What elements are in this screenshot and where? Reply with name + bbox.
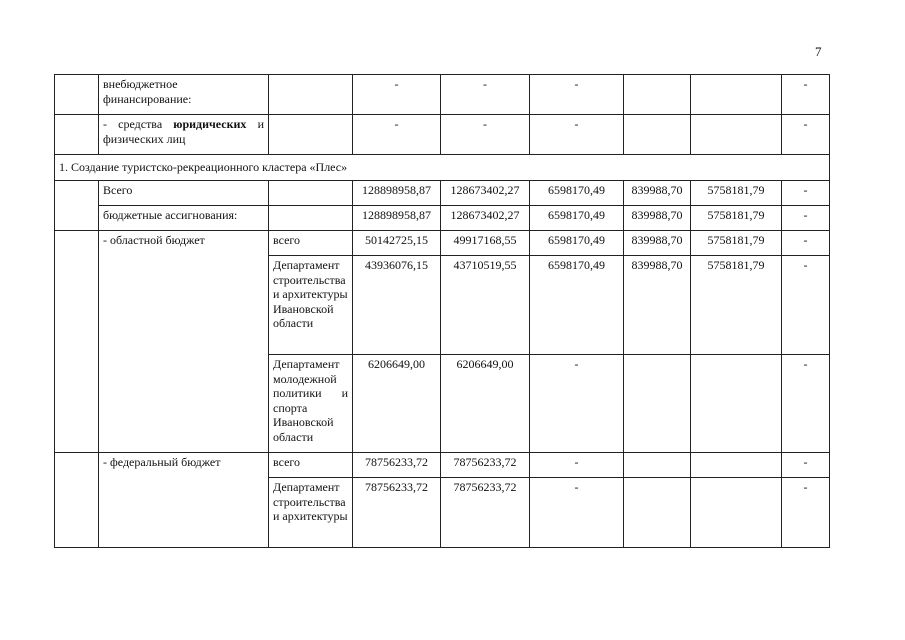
value-cell: 5758181,79 <box>691 256 782 355</box>
value-cell: 839988,70 <box>624 256 691 355</box>
value-cell: 128898958,87 <box>353 206 441 231</box>
value-cell <box>691 355 782 453</box>
value-cell: - <box>782 181 830 206</box>
row-label: - областной бюджет <box>99 231 269 453</box>
table-cell <box>269 75 353 115</box>
value-cell: - <box>530 355 624 453</box>
row-label: Всего <box>99 181 269 206</box>
value-cell: 6598170,49 <box>530 181 624 206</box>
value-cell <box>691 115 782 155</box>
value-cell <box>624 75 691 115</box>
value-cell: - <box>782 115 830 155</box>
value-cell <box>624 478 691 548</box>
value-cell: 43936076,15 <box>353 256 441 355</box>
value-cell: 6206649,00 <box>353 355 441 453</box>
value-cell: - <box>441 115 530 155</box>
value-cell: 6206649,00 <box>441 355 530 453</box>
table-row <box>55 231 830 256</box>
value-cell: 43710519,55 <box>441 256 530 355</box>
value-cell: - <box>782 231 830 256</box>
row-label: - средства юридических и физических лиц <box>99 115 269 155</box>
table-cell <box>269 181 353 206</box>
value-cell: - <box>441 75 530 115</box>
page-number: 7 <box>815 44 822 59</box>
value-cell <box>624 115 691 155</box>
section-title: 1. Создание туристско-рекреационного кластера «Плес» <box>55 155 830 181</box>
value-cell <box>691 453 782 478</box>
value-cell: 6598170,49 <box>530 231 624 256</box>
value-cell: 78756233,72 <box>353 478 441 548</box>
value-cell: 839988,70 <box>624 181 691 206</box>
value-cell: - <box>782 355 830 453</box>
value-cell: 839988,70 <box>624 206 691 231</box>
value-cell: 128673402,27 <box>441 181 530 206</box>
value-cell: 49917168,55 <box>441 231 530 256</box>
value-cell: - <box>782 75 830 115</box>
value-cell: 6598170,49 <box>530 206 624 231</box>
value-cell <box>624 453 691 478</box>
section-row <box>55 155 830 181</box>
value-cell: - <box>782 206 830 231</box>
value-cell: 50142725,15 <box>353 231 441 256</box>
value-cell: 839988,70 <box>624 231 691 256</box>
table-cell <box>55 115 99 155</box>
table-cell <box>55 181 99 206</box>
table-cell <box>55 453 99 548</box>
row-label: бюджетные ассигнования: <box>99 206 269 231</box>
value-cell: - <box>530 478 624 548</box>
table-cell <box>269 115 353 155</box>
value-cell: - <box>530 453 624 478</box>
table-cell <box>269 206 353 231</box>
value-cell: 5758181,79 <box>691 181 782 206</box>
row-label: внебюджетное финансирование: <box>99 75 269 115</box>
department-label: Департамент молодежной политики и спорта Ивановской области <box>269 355 353 453</box>
value-cell: - <box>530 75 624 115</box>
value-cell: 6598170,49 <box>530 256 624 355</box>
table-row <box>55 115 830 155</box>
value-cell: - <box>530 115 624 155</box>
value-cell: 78756233,72 <box>441 478 530 548</box>
value-cell: - <box>782 453 830 478</box>
department-label: Департамент строительства и архитектуры Ивановской области <box>269 256 353 355</box>
department-label: Департамент строительства и архитектуры <box>269 478 353 548</box>
table-row <box>55 75 830 115</box>
value-cell: 5758181,79 <box>691 231 782 256</box>
table-row <box>55 453 830 478</box>
row-label: - федеральный бюджет <box>99 453 269 548</box>
table-row <box>55 181 830 206</box>
value-cell: 78756233,72 <box>353 453 441 478</box>
value-cell: - <box>782 256 830 355</box>
value-cell: 128898958,87 <box>353 181 441 206</box>
value-cell <box>691 478 782 548</box>
sub-label: всего <box>269 231 353 256</box>
table-cell <box>55 206 99 231</box>
value-cell: 78756233,72 <box>441 453 530 478</box>
table-row <box>55 206 830 231</box>
value-cell: 128673402,27 <box>441 206 530 231</box>
sub-label: всего <box>269 453 353 478</box>
table-cell <box>55 75 99 115</box>
value-cell: - <box>353 115 441 155</box>
value-cell <box>691 75 782 115</box>
value-cell: - <box>353 75 441 115</box>
value-cell: - <box>782 478 830 548</box>
value-cell: 5758181,79 <box>691 206 782 231</box>
value-cell <box>624 355 691 453</box>
financing-table <box>54 74 830 548</box>
table-cell <box>55 231 99 453</box>
